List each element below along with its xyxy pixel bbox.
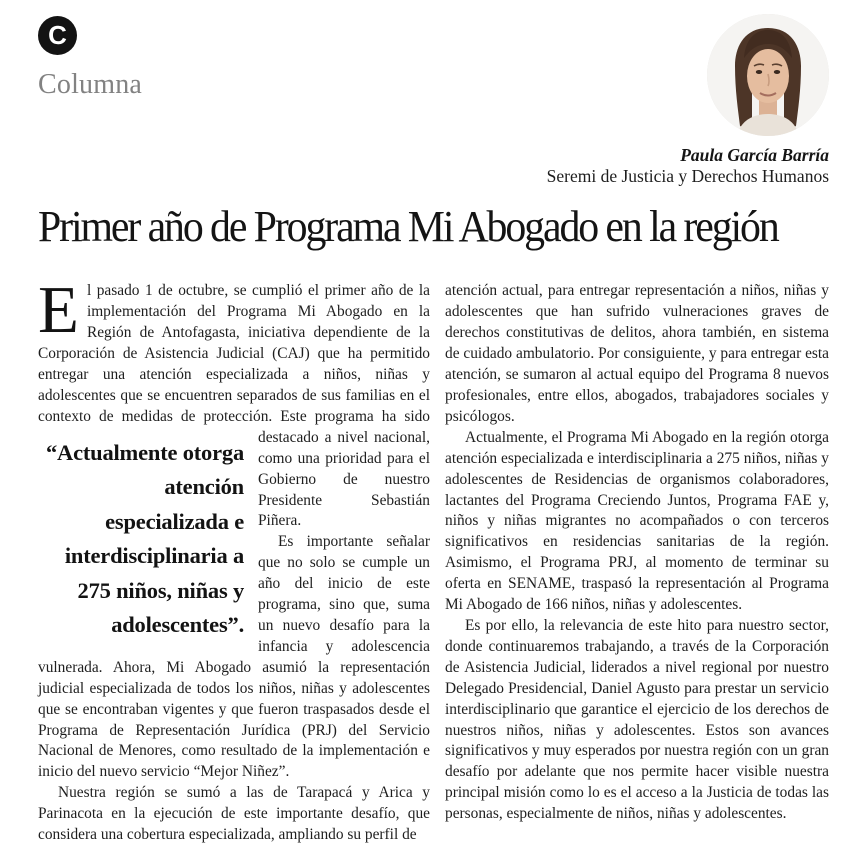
column-logo-letter-icon: C	[48, 19, 67, 50]
author-portrait-illustration	[707, 14, 829, 136]
paragraph: Nuestra región se sumó a las de Tarapacá y Arica y Parinacota en la ejecución de este importante desafío, que considera una cobertura especializada, ampliando su perfil de	[38, 784, 430, 844]
article-headline: Primer año de Programa Mi Abogado en la región	[38, 202, 778, 251]
paragraph: Es por ello, la relevancia de este hito para nuestro sector, donde continuaremos trabajando, a través de la Corporación de Asistencia Judicial, liderados a nivel regional por nuestro Delegado Presidencial, Daniel Agusto para prestar un servicio interdisciplinario que garantice el ejercicio de los derechos de nuestros niños, niñas y adolescentes. Estos son avances significativos y muy esperados por nuestra región con un gran desafío por adelante que nos permite hacer visible nuestra principal misión como lo es el acceso a la Justicia de todas las personas, especialmente de niños, niñas y adolescentes.	[445, 616, 829, 823]
article-body	[38, 273, 829, 845]
paragraph-lead	[38, 273, 430, 638]
paragraph-lead-text: l pasado 1 de octubre, se cumplió el primer año de la implementación del Programa Mi Abogado en la Región de Antofagasta, iniciativa dependiente de la Corporación de Asistencia Judicial (CAJ) que ha permitido entregar una atención especializada a niños, niñas y adolescentes que se encuentren separados de sus familias en el contexto de medidas de protección. Este programa ha sido destacado	[38, 282, 430, 446]
author-avatar	[707, 14, 829, 136]
pull-quote: “Actualmente otorga atención especializada e interdisciplinaria a 275 niños, niñas y adolescentes”.	[45, 439, 244, 638]
author-role: Seremi de Justicia y Derechos Humanos	[546, 166, 829, 186]
author-name: Paula García Barría	[680, 145, 829, 165]
column-header	[38, 14, 829, 186]
paragraph-lead-continuation: a nivel nacional, como una prioridad para el Gobierno de nuestro Presidente Sebastián Piñera.	[258, 428, 430, 530]
article-column-left	[38, 273, 430, 845]
column-logo	[38, 16, 77, 55]
article-column-right	[445, 281, 829, 845]
paragraph: Actualmente, el Programa Mi Abogado en la región otorga atención especializada e interdisciplinaria a 275 niños, niñas y adolescentes de Residencias de organismos colaboradores, lactantes del Programa Creciendo Juntos, Programa FAE y, niños y niñas migrantes no acompañados o con terceros significativos en residencias sanitarias de la región. Asimismo, el Programa PRJ, al momento de terminar su oferta en SENAME, traspasó la representación al Programa Mi Abogado de 166 niños, niñas y adolescentes.	[445, 428, 829, 614]
author-block	[509, 14, 829, 187]
drop-cap: E	[38, 273, 79, 348]
section-block	[38, 16, 142, 101]
paragraph-continuation: atención actual, para entregar representación a niños, niñas y adolescentes que han sufrido vulneraciones graves de derechos constitutivas de delitos, ahora también, en sistema de cuidado ambulatorio. Por consiguiente, y para entregar esta atención, se sumaron al actual equipo del Programa 8 nuevos profesionales, entre ellos, abogados, trabajadores sociales y psicólogos.	[445, 282, 829, 425]
paragraph: Es importante señalar que no solo se cumple un año del inicio de este programa, sino que, suma un nuevo desafío para la infancia y adolescencia vulnerada. Ahora, Mi Abogado asumió la representación judicial especializada de todos los niños, niñas y adolescentes que se encontraban vigentes y que fueron traspasados desde el Programa de Representación Jurídica (PRJ) del Servicio Nacional de Menores, como resultado de la implementación e inicio del nuevo servicio “Mejor Niñez”.	[38, 533, 430, 781]
section-label: Columna	[38, 69, 143, 100]
